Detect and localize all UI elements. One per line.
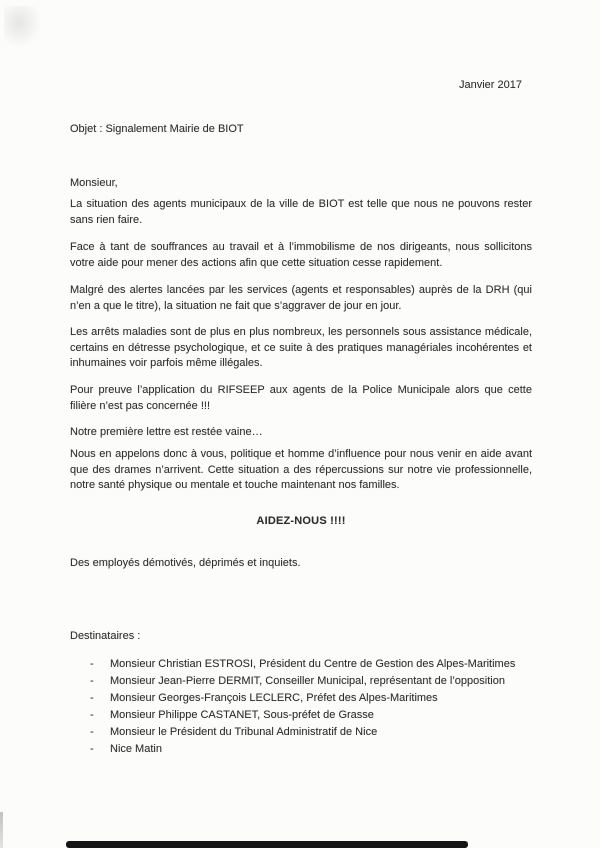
recipient-text: Monsieur Jean-Pierre DERMIT, Conseiller Municipal, représentant de l’opposition [110, 675, 505, 687]
recipient-item [70, 707, 532, 724]
recipient-text: Monsieur Christian ESTROSI, Président du Centre de Gestion des Alpes-Maritimes [110, 658, 516, 670]
letter-signature: Des employés démotivés, déprimés et inquiets. [70, 557, 301, 569]
scan-artifact-bar [66, 841, 468, 848]
letter-paragraph-5: Pour preuve l’application du RIFSEEP aux agents de la Police Municipale alors que cette filière n’est pas concernée !!! [70, 384, 532, 412]
letter-salutation: Monsieur, [70, 177, 118, 189]
dash-marker: - [90, 726, 94, 738]
letter-paragraph-1: La situation des agents municipaux de la ville de BIOT est telle que nous ne pouvons rester sans rien faire. [70, 198, 532, 226]
recipient-text: Nice Matin [110, 743, 162, 755]
scan-edge-sliver [0, 812, 3, 848]
dash-marker: - [90, 709, 94, 721]
recipient-text: Monsieur Georges-François LECLERC, Préfet des Alpes-Maritimes [110, 692, 438, 704]
recipient-item [70, 656, 532, 673]
dash-marker: - [90, 675, 94, 687]
letter-date: Janvier 2017 [459, 79, 522, 91]
letter-subject: Objet : Signalement Mairie de BIOT [70, 123, 244, 135]
letter-paragraph-6: Notre première lettre est restée vaine… [70, 426, 263, 438]
letter-paragraph-4: Les arrêts maladies sont de plus en plus nombreux, les personnels sous assistance médicale, certains en détresse psychologique, et ce suite à des pratiques managériales incohérentes et inhumaines voir parfois même illégales. [70, 326, 532, 369]
dash-marker: - [90, 692, 94, 704]
dash-marker: - [90, 658, 94, 670]
letter-paragraph-7: Nous en appelons donc à vous, politique et homme d’influence pour nous venir en aide avant que des drames n’arrivent. Cette situation a des répercussions sur notre vie professionnelle, notre santé physique ou mentale et touche maintenant nos familles. [70, 448, 532, 491]
recipient-text: Monsieur le Président du Tribunal Administratif de Nice [110, 726, 378, 738]
recipient-item [70, 741, 532, 758]
recipients-title: Destinataires : [70, 630, 141, 642]
recipients-list [70, 656, 532, 758]
letter-paragraph-2: Face à tant de souffrances au travail et à l’immobilisme de nos dirigeants, nous sollicitons votre aide pour mener des actions afin que cette situation cesse rapidement. [70, 241, 532, 269]
recipient-item [70, 673, 532, 690]
letter-callout: AIDEZ-NOUS !!!! [256, 515, 346, 527]
dash-marker: - [90, 743, 94, 755]
recipient-text: Monsieur Philippe CASTANET, Sous-préfet de Grasse [110, 709, 374, 721]
recipient-item [70, 690, 532, 707]
scan-smudge [4, 6, 42, 48]
recipient-item [70, 724, 532, 741]
letter-paragraph-3: Malgré des alertes lancées par les services (agents et responsables) auprès de la DRH (qui n’en a que le titre), la situation ne fait que s’aggraver de jour en jour. [70, 284, 532, 312]
